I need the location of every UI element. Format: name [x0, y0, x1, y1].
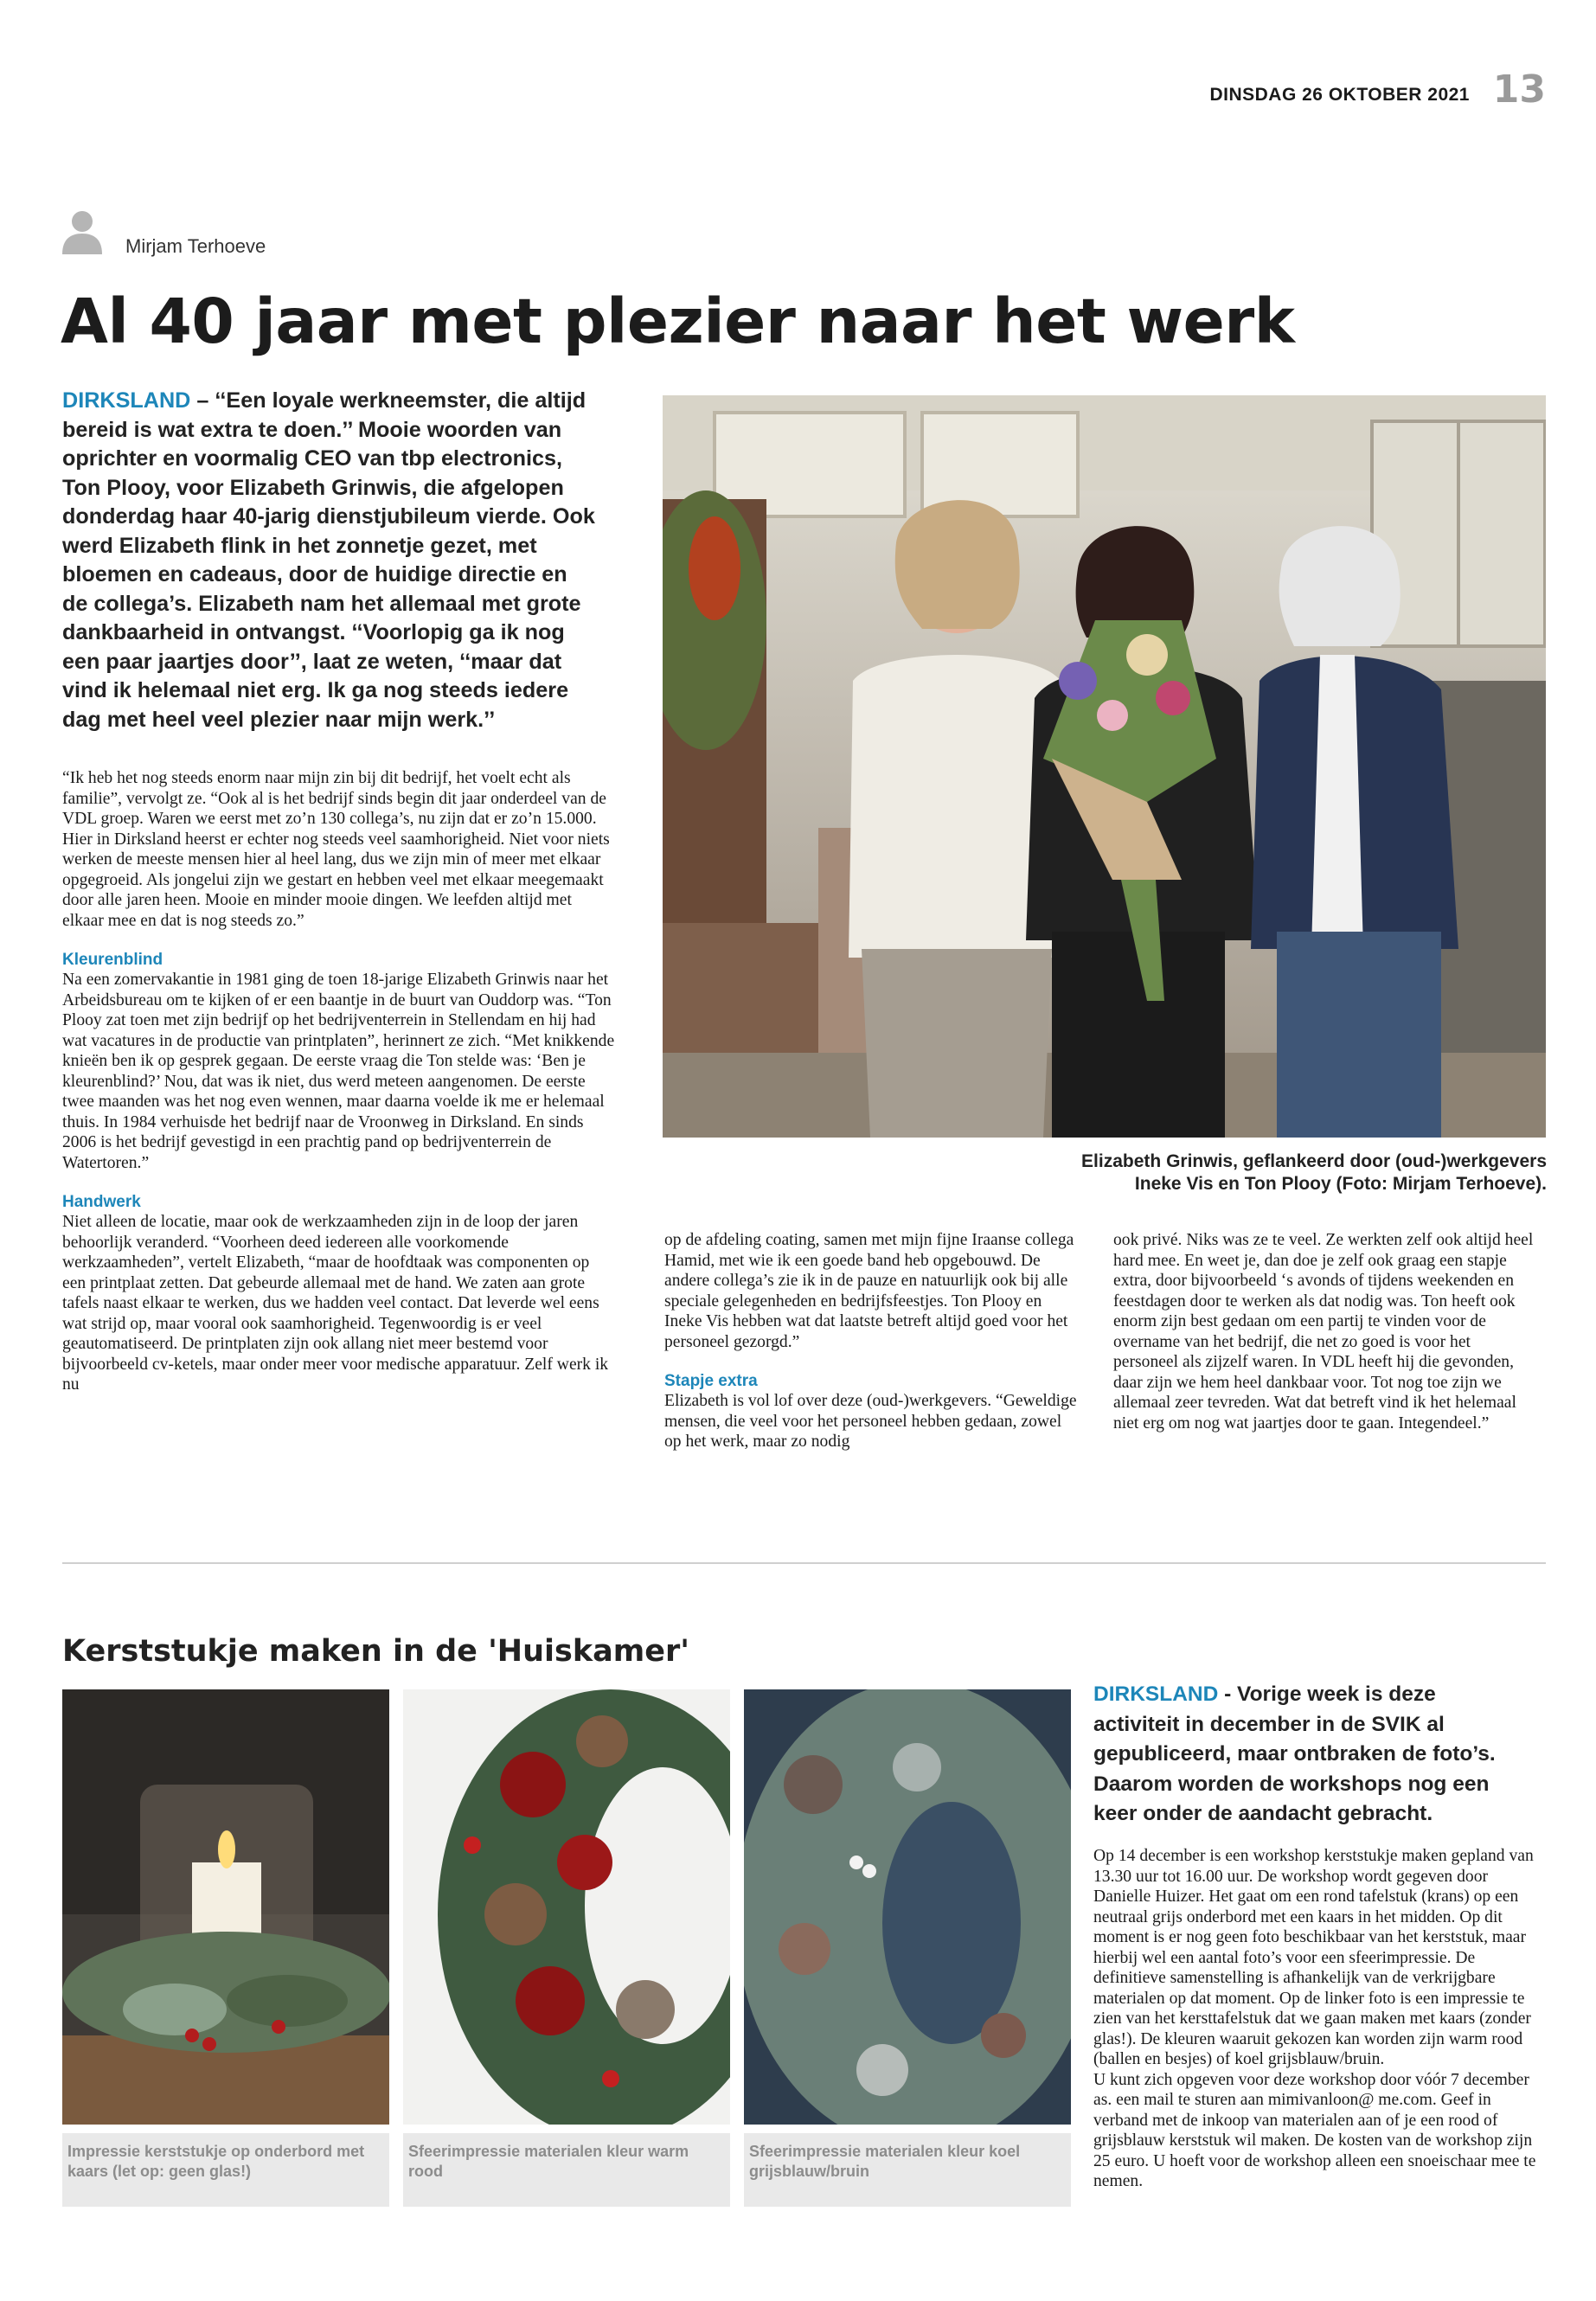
section-title: Kerststukje maken in de 'Huiskamer' [62, 1634, 689, 1669]
section-lead-text: - Vorige week is deze activiteit in december in de SVIK al gepubliceerd, maar ontbraken de foto’s. Daarom worden de workshops nog een keer onder de aandacht gebracht. [1093, 1682, 1496, 1825]
section-lead [1093, 1680, 1526, 1830]
main-photo [663, 395, 1546, 1138]
lead-text: – ‘‘Een loyale werkneemster, die altijd bereid is wat extra te doen.’’ Mooie woorden van oprichter en voormalig CEO van tbp electronics, Ton Plooy, voor Elizabeth Grinwis, die afgelopen donderdag haar 40-jarig dienstjubileum vierde. Ook werd Elizabeth flink in het zonnetje gezet, met bloemen en cadeaus, door de huidige directie en de collega’s. Elizabeth nam het allemaal met grote dankbaarheid in ontvangst. ‘‘Voorlopig ga ik nog een paar jaartjes door’’, laat ze weten, ‘‘maar dat vind ik helemaal niet erg. Ik ga nog steeds iedere dag met heel veel plezier naar mijn werk.’’ [62, 388, 595, 732]
subhead-handwerk: Handwerk [62, 1193, 141, 1211]
photo-caption [889, 1150, 1547, 1195]
body-paragraph: Niet alleen de locatie, maar ook de werkzaamheden zijn in de loop der jaren behoorlijk veranderd. “Voorheen deed iedereen alle voorkomende werkzaamheden”, vertelt Elizabeth, “maar de hoofdtaak was componenten op een printplaat zetten. Dat gebeurde allemaal met de hand. We zaten aan grote tafels naast elkaar te werken, dus we hadden veel contact. Dat leverde wel eens wat strijd op, maar vooral ook saamhorigheid. Tegenwoordig is er veel geautomatiseerd. De printplaten zijn ook allang niet meer bestemd voor bijvoorbeeld cv-ketels, maar onder meer voor medische apparatuur. Zelf werk ik nu [62, 1213, 609, 1394]
body-column-3 [1113, 1230, 1537, 1433]
photo-caption-1: Impressie kerststukje op onderbord met kaars (let op: geen glas!) [62, 2133, 389, 2207]
photo-caption-2: Sfeerimpressie materialen kleur warm rood [403, 2133, 730, 2207]
article-headline: Al 40 jaar met plezier naar het werk [61, 285, 1295, 357]
body-paragraph: op de afdeling coating, samen met mijn fijne Iraanse collega Hamid, met wie ik een goede band heb opgebouwd. De andere collega’s zie ik in de pauze en natuurlijk ook bij alle speciale gelegenheden en bedrijfsfeestjes. Ton Plooy en Ineke Vis hebben wat dat laatste betreft altijd goed voor het personeel gezorgd.” [664, 1231, 1074, 1351]
page-number: 13 [1492, 67, 1546, 112]
photo-caption-line-1: Elizabeth Grinwis, geflankeerd door (oud-)werkgevers [1081, 1151, 1547, 1171]
section-divider [62, 1562, 1546, 1564]
body-paragraph: Na een zomervakantie in 1981 ging de toen 18-jarige Elizabeth Grinwis naar het Arbeidsbureau om te kijken of er een baantje in de buurt van Ouddorp was. “Ton Plooy zat toen met zijn bedrijf op het bedrijventerrein in Stellendam en hij had wat vacatures in de productie van printplaten”, herinnert ze zich. “Met knikkende knieën ben ik op gesprek gegaan. De eerste vraag die Ton stelde was: ‘Ben je kleurenblind?’ Nou, dat was ik niet, dus werd meteen aangenomen. De eerste twee maanden was het nog even wennen, maar daarna voelde ik me er helemaal thuis. In 1984 verhuisde het bedrijf naar de Vroonweg in Dirksland. En sinds 2006 is het bedrijf gevestigd in een prachtig pand op bedrijventerrein de Watertoren.” [62, 971, 615, 1172]
body-column-2 [664, 1230, 1081, 1452]
section-body [1093, 1846, 1543, 2192]
issue-date: DINSDAG 26 OKTOBER 2021 [1209, 85, 1470, 105]
author-name: Mirjam Terhoeve [125, 235, 266, 257]
article-lead [62, 387, 597, 734]
red-wreath-photo [403, 1689, 730, 2125]
body-paragraph: Elizabeth is vol lof over deze (oud-)werkgevers. “Geweldige mensen, die veel voor het personeel hebben gedaan, zowel op het werk, maar zo nodig [664, 1392, 1077, 1451]
body-paragraph: ook privé. Niks was ze te veel. Ze werkten zelf ook altijd heel hard mee. En weet je, dan doe je zelf ook graag een stapje extra, door bijvoorbeeld ‘s avonds of tijdens weekenden en feestdagen door te werken als dat nodig was. Ton heeft ook enorm zijn best gedaan om een partij te vinden voor de overname van het bedrijf, die net zo goed is voor het personeel als zijzelf waren. In VDL heeft hij die gevonden, daar zijn we hem heel dankbaar voor. Tot nog toe zijn we allemaal zeer tevreden. Wat dat betreft vind ik het helemaal niet erg om nog wat jaartjes door te gaan. Integendeel.” [1113, 1231, 1534, 1433]
candle-centerpiece-photo [62, 1689, 389, 2125]
subhead-stapje-extra: Stapje extra [664, 1372, 758, 1390]
section-dateline: DIRKSLAND [1093, 1682, 1219, 1706]
lead-dateline: DIRKSLAND [62, 388, 191, 413]
body-paragraph: Op 14 december is een workshop kerststukje maken gepland van 13.30 uur tot 16.00 uur. De workshop wordt gegeven door Danielle Huizer. Het gaat om een rond tafelstuk (krans) op een neutraal grijs onderbord met een kaars in het midden. Op dit moment is er nog geen foto beschikbaar van het kerststuk, maar hierbij wel een aantal foto’s voor een sfeerimpressie. De definitieve samenstelling is afhankelijk van de verkrijgbare materialen op dat moment. Op de linker foto is een impressie te zien van het kersttafelstuk dat we gaan maken met kaars (zonder glas!). De kleuren waaruit gekozen kan worden zijn warm rood (ballen en besjes) of koel grijsblauw/bruin. [1093, 1847, 1534, 2068]
photo-caption-3: Sfeerimpressie materialen kleur koel grijsblauw/bruin [744, 2133, 1071, 2207]
body-paragraph: “Ik heb het nog steeds enorm naar mijn zin bij dit bedrijf, het voelt echt als familie”, vervolgt ze. “Ook al is het bedrijf sinds begin dit jaar onderdeel van de VDL groep. Waren we eerst met zo’n 130 collega’s, nu zijn dat er zo’n 15.000. Hier in Dirksland heerst er echter nog steeds veel saamhorigheid. Niet voor niets werken de meeste mensen hier al heel lang, dus we zijn min of meer met elkaar opgegroeid. Als jongelui zijn we gestart en hebben veel met elkaar meegemaakt door alle jaren heen. Mooie en minder mooie dingen. We leefden altijd met elkaar mee en dat is nog steeds zo.” [62, 769, 610, 930]
body-column-1 [62, 768, 616, 1395]
photo-caption-line-2: Ineke Vis en Ton Plooy (Foto: Mirjam Terhoeve). [1134, 1174, 1547, 1194]
body-paragraph: U kunt zich opgeven voor deze workshop door vóór 7 december as. een mail te sturen aan mimivanloon@ me.com. Geef in verband met de inkoop van materialen aan of je een rood of grijsblauw kerststuk wil maken. De kosten van de workshop zijn 25 euro. U hoeft voor de workshop alleen een snoeischaar mee te nemen. [1093, 2070, 1536, 2190]
grey-blue-wreath-photo [744, 1689, 1071, 2125]
subhead-kleurenblind: Kleurenblind [62, 951, 163, 969]
author-avatar-icon [62, 209, 102, 254]
